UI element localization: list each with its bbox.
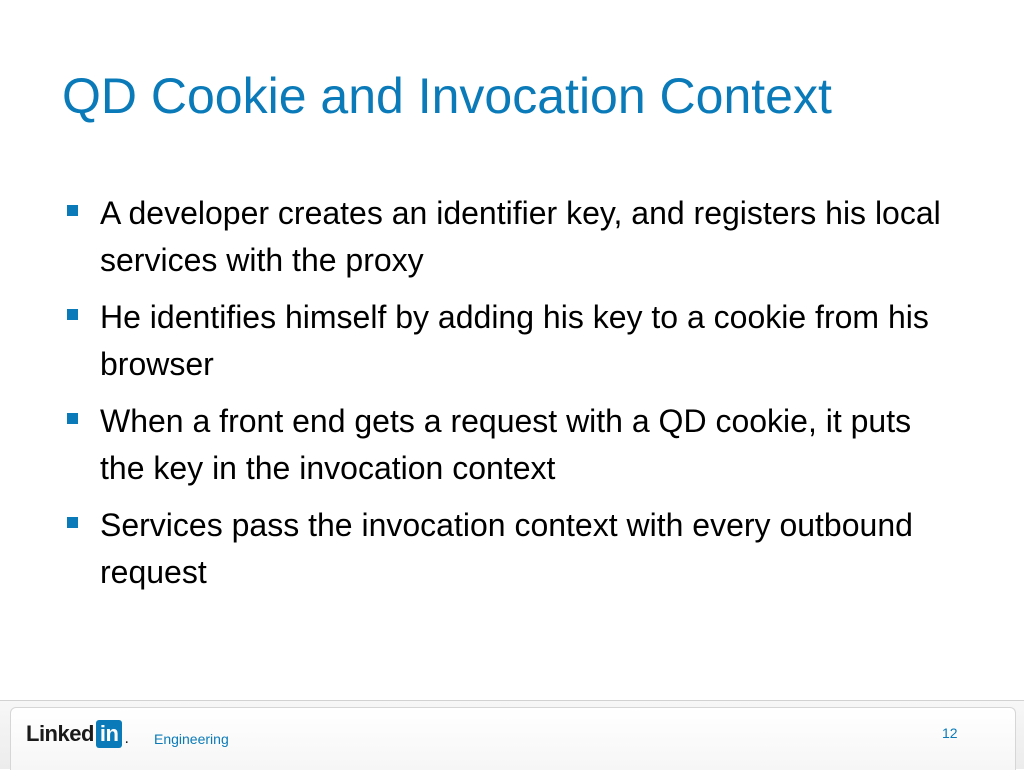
- list-item: [62, 502, 962, 596]
- square-bullet-icon: [67, 413, 78, 424]
- list-item: [62, 398, 962, 492]
- list-item: [62, 190, 962, 284]
- page-number: 12: [942, 725, 958, 741]
- bullet-text: He identifies himself by adding his key to a cookie from his browser: [100, 299, 929, 382]
- bullet-list: [62, 190, 962, 606]
- logo-in-badge-icon: in: [96, 720, 123, 748]
- bullet-text: A developer creates an identifier key, and registers his local services with the proxy: [100, 195, 941, 278]
- square-bullet-icon: [67, 205, 78, 216]
- list-item: [62, 294, 962, 388]
- logo-dot: .: [124, 730, 129, 747]
- linkedin-logo: [26, 719, 129, 749]
- bullet-text: When a front end gets a request with a QD cookie, it puts the key in the invocation context: [100, 403, 912, 486]
- square-bullet-icon: [67, 517, 78, 528]
- footer-engineering-label: Engineering: [154, 731, 229, 747]
- logo-wordmark: Linked: [26, 721, 94, 746]
- bullet-text: Services pass the invocation context with every outbound request: [100, 507, 913, 590]
- slide-title: QD Cookie and Invocation Context: [62, 68, 832, 124]
- square-bullet-icon: [67, 309, 78, 320]
